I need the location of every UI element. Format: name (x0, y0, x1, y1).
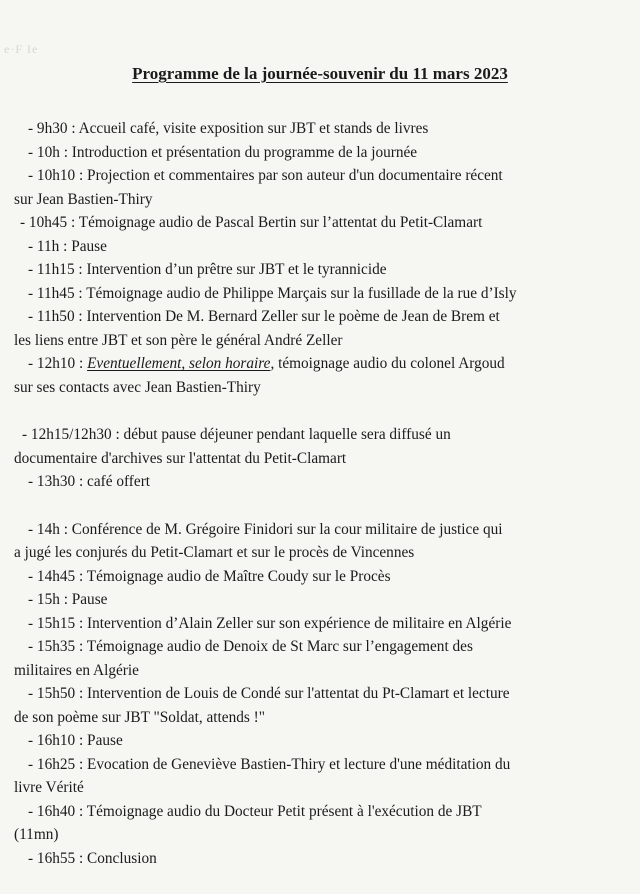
item-text: - 15h50 : Intervention de Louis de Condé sur l'attentat du Pt-Clamart et lecture (28, 685, 510, 702)
program-item (0, 612, 626, 636)
item-continuation-text: documentaire d'archives sur l'attentat du Petit-Clamart (14, 449, 347, 467)
item-text: - 16h40 : Témoignage audio du Docteur Petit présent à l'exécution de JBT (28, 802, 482, 820)
program-item (0, 800, 626, 824)
program-item (0, 470, 626, 494)
item-continuation-text: a jugé les conjurés du Petit-Clamart et sur le procès de Vincennes (14, 544, 415, 561)
item-text: - 16h25 : Evocation de Geneviève Bastien-Thiry et lecture d'une méditation du (28, 755, 511, 773)
page-title (0, 64, 640, 84)
program-item (0, 305, 626, 329)
program-item-continuation (0, 706, 626, 730)
item-text: - 11h15 : Intervention d’un prêtre sur JBT et le tyrannicide (28, 261, 387, 278)
item-continuation-text: sur ses contacts avec Jean Bastien-Thiry (14, 378, 261, 396)
program-item-continuation (0, 188, 626, 212)
item-text: - 16h55 : Conclusion (28, 849, 157, 867)
program-item (0, 211, 626, 235)
item-text: - 14h : Conférence de M. Grégoire Finidori sur la cour militaire de justice qui (28, 520, 503, 538)
item-text-prefix: - 12h10 : (28, 355, 88, 372)
section-gap (0, 494, 640, 518)
item-continuation-text: livre Vérité (14, 779, 84, 796)
program-item (0, 423, 626, 447)
page-title-text: Programme de la journée-souvenir du 11 mars 2023 (132, 64, 508, 83)
item-continuation-text: militaires en Algérie (14, 661, 139, 679)
item-text: - 14h45 : Témoignage audio de Maître Coudy sur le Procès (28, 567, 391, 585)
item-text: - 10h10 : Projection et commentaires par son auteur d'un documentaire récent (28, 167, 503, 184)
item-text: - 10h45 : Témoignage audio de Pascal Bertin sur l’attentat du Petit-Clamart (20, 214, 483, 231)
program-item-continuation (0, 823, 626, 847)
item-continuation-text: sur Jean Bastien-Thiry (14, 190, 153, 208)
program-list (0, 117, 640, 870)
program-item (0, 282, 626, 306)
item-text: - 12h15/12h30 : début pause déjeuner pendant laquelle sera diffusé un (22, 426, 451, 443)
item-text-suffix: , témoignage audio du colonel Argoud (270, 355, 505, 372)
program-item (0, 729, 626, 753)
section-gap (0, 399, 640, 423)
program-item-continuation (0, 376, 626, 400)
program-item (0, 141, 626, 165)
program-item (0, 565, 626, 589)
item-continuation-text: de son poème sur JBT "Soldat, attends !" (14, 708, 265, 726)
program-item-continuation (0, 776, 626, 800)
program-item (0, 352, 626, 376)
item-text-emphasis: Eventuellement, selon horaire (87, 355, 271, 372)
program-item-continuation (0, 541, 626, 565)
program-item (0, 682, 626, 706)
program-item (0, 164, 626, 188)
item-continuation-text: (11mn) (14, 826, 59, 843)
program-item-continuation (0, 447, 626, 471)
program-item (0, 117, 626, 141)
item-continuation-text: les liens entre JBT et son père le général André Zeller (14, 331, 343, 349)
program-item-continuation (0, 659, 626, 683)
item-text: - 15h : Pause (28, 591, 108, 608)
item-text: - 15h15 : Intervention d’Alain Zeller sur son expérience de militaire en Algérie (28, 614, 512, 632)
item-text: - 13h30 : café offert (28, 473, 151, 490)
item-text: - 15h35 : Témoignage audio de Denoix de St Marc sur l’engagement des (28, 638, 473, 655)
faint-bleed-text: e·F Ie (4, 42, 39, 56)
item-text: - 11h50 : Intervention De M. Bernard Zeller sur le poème de Jean de Brem et (28, 308, 500, 325)
program-item (0, 588, 626, 612)
item-text: - 16h10 : Pause (28, 732, 123, 749)
item-text: - 11h : Pause (28, 237, 107, 255)
program-item (0, 258, 626, 282)
program-item (0, 235, 626, 259)
item-text: - 10h : Introduction et présentation du programme de la journée (28, 143, 418, 161)
program-item-continuation (0, 329, 626, 353)
program-item (0, 753, 626, 777)
program-item (0, 518, 626, 542)
item-text: - 9h30 : Accueil café, visite exposition sur JBT et stands de livres (28, 120, 429, 137)
program-item (0, 847, 626, 871)
program-item (0, 635, 626, 659)
item-text: - 11h45 : Témoignage audio de Philippe Marçais sur la fusillade de la rue d’Isly (28, 284, 517, 302)
